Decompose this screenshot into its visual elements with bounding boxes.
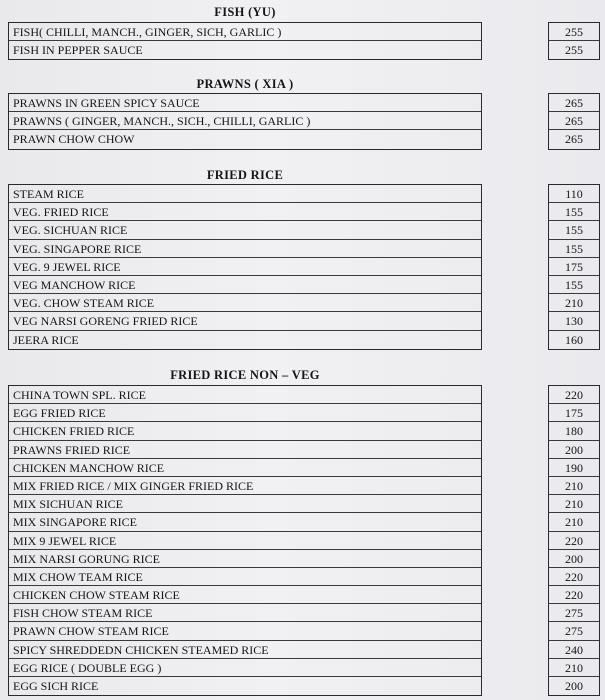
- item-price: 210: [549, 477, 599, 495]
- item-name: EGG SICH RICE: [13, 679, 99, 693]
- item-price: 160: [565, 332, 583, 347]
- item-name: PRAWN CHOW STEAM RICE: [9, 622, 481, 640]
- item-name: MIX SICHUAN RICE: [9, 495, 481, 513]
- item-name: CHICKEN MANCHOW RICE: [9, 459, 481, 477]
- item-price: 155: [549, 221, 599, 239]
- section-title: FRIED RICE NON – VEG: [170, 368, 320, 382]
- item-name: PRAWNS FRIED RICE: [9, 441, 481, 459]
- item-name: FISH( CHILLI, MANCH., GINGER, SICH, GARLIC ): [9, 23, 481, 41]
- item-price: 275: [549, 604, 599, 622]
- item-name: FISH CHOW STEAM RICE: [9, 604, 481, 622]
- item-price: 200: [565, 679, 583, 693]
- item-name: CHINA TOWN SPL. RICE: [9, 386, 481, 404]
- item-price: 110: [549, 185, 599, 203]
- item-name: EGG RICE ( DOUBLE EGG ): [9, 659, 481, 677]
- item-list: [8, 385, 482, 696]
- item-name: VEG. SICHUAN RICE: [9, 221, 481, 239]
- item-list: [8, 22, 482, 60]
- item-price: 155: [549, 203, 599, 221]
- item-price: 210: [549, 495, 599, 513]
- item-price: 220: [549, 386, 599, 404]
- price-list: [548, 22, 600, 60]
- item-name: SPICY SHREDDEDN CHICKEN STEAMED RICE: [9, 641, 481, 659]
- item-price: 240: [549, 641, 599, 659]
- item-name: VEG. 9 JEWEL RICE: [9, 258, 481, 276]
- item-name: CHICKEN CHOW STEAM RICE: [9, 586, 481, 604]
- item-name: PRAWNS IN GREEN SPICY SAUCE: [9, 94, 481, 112]
- item-name: PRAWNS ( GINGER, MANCH., SICH., CHILLI, GARLIC ): [9, 112, 481, 130]
- item-name: MIX NARSI GORUNG RICE: [9, 550, 481, 568]
- item-price: 180: [549, 422, 599, 440]
- item-price: 265: [549, 112, 599, 130]
- item-name: MIX FRIED RICE / MIX GINGER FRIED RICE: [9, 477, 481, 495]
- item-name: CHICKEN FRIED RICE: [9, 422, 481, 440]
- item-price: 265: [565, 132, 583, 147]
- item-price: 190: [549, 459, 599, 477]
- item-price: 200: [549, 550, 599, 568]
- item-price: 210: [549, 659, 599, 677]
- item-list: [8, 93, 482, 150]
- item-price: 220: [549, 532, 599, 550]
- item-price: 155: [549, 240, 599, 258]
- item-price: 175: [549, 258, 599, 276]
- price-list: [548, 184, 600, 350]
- item-list: [8, 184, 482, 350]
- price-list: [548, 93, 600, 150]
- item-price: 220: [549, 586, 599, 604]
- item-name: VEG NARSI GORENG FRIED RICE: [9, 312, 481, 330]
- item-name: VEG MANCHOW RICE: [9, 276, 481, 294]
- item-name: MIX 9 JEWEL RICE: [9, 532, 481, 550]
- item-price: 175: [549, 404, 599, 422]
- item-name: PRAWN CHOW CHOW: [13, 132, 135, 147]
- item-price: 210: [549, 513, 599, 531]
- item-name: FISH IN PEPPER SAUCE: [13, 43, 143, 58]
- price-list: [548, 385, 600, 696]
- item-price: 275: [549, 622, 599, 640]
- item-name: MIX CHOW TEAM RICE: [9, 568, 481, 586]
- section-title: PRAWNS ( XIA ): [196, 77, 294, 91]
- item-price: 265: [549, 94, 599, 112]
- item-price: 255: [565, 43, 583, 58]
- item-name: VEG. FRIED RICE: [9, 203, 481, 221]
- section-title: FISH (YU): [214, 5, 276, 19]
- item-price: 210: [549, 294, 599, 312]
- item-name: VEG. CHOW STEAM RICE: [9, 294, 481, 312]
- item-price: 255: [549, 23, 599, 41]
- item-name: JEERA RICE: [13, 332, 79, 347]
- item-price: 200: [549, 441, 599, 459]
- item-name: STEAM RICE: [9, 185, 481, 203]
- item-price: 130: [549, 312, 599, 330]
- item-price: 220: [549, 568, 599, 586]
- section-title: FRIED RICE: [206, 168, 284, 182]
- item-price: 155: [549, 276, 599, 294]
- item-name: EGG FRIED RICE: [9, 404, 481, 422]
- item-name: MIX SINGAPORE RICE: [9, 513, 481, 531]
- item-name: VEG. SINGAPORE RICE: [9, 240, 481, 258]
